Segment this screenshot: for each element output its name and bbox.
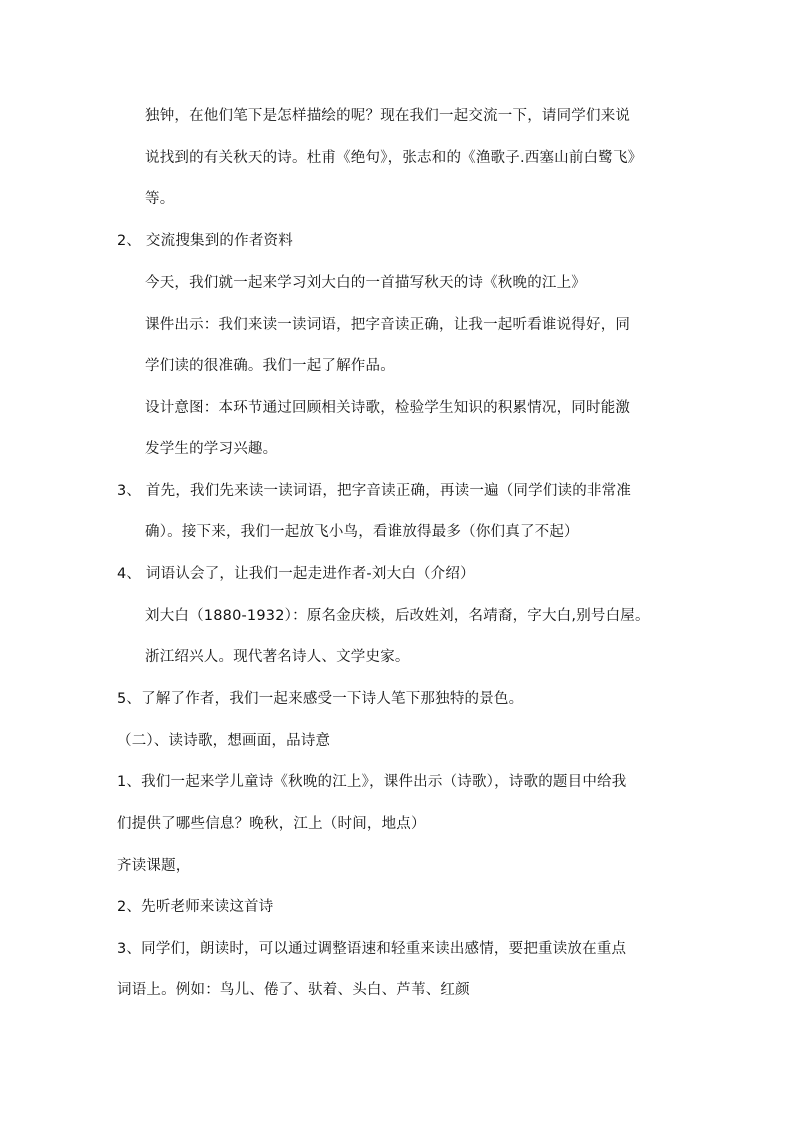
list-item-heading: 4、 词语认会了，让我们一起走进作者-刘大白（介绍） <box>117 566 475 582</box>
paragraph-line: 独钟，在他们笔下是怎样描绘的呢？现在我们一起交流一下，请同学们来说 <box>145 108 631 124</box>
list-item-heading: 2、 交流搜集到的作者资料 <box>117 233 293 249</box>
paragraph-line: 们提供了哪些信息？晚秋，江上（时间，地点） <box>117 816 426 832</box>
paragraph-line: 学们读的很准确。我们一起了解作品。 <box>145 358 395 374</box>
list-item-heading: 2、先听老师来读这首诗 <box>117 899 274 915</box>
paragraph-line: 发学生的学习兴趣。 <box>145 441 278 457</box>
list-item-heading: 3、同学们，朗读时，可以通过调整语速和轻重来读出感情，要把重读放在重点 <box>117 941 627 957</box>
paragraph-line: 课件出示：我们来读一读词语，把字音读正确，让我一起听看谁说得好，同 <box>145 317 631 333</box>
list-item-heading: 1、我们一起来学儿童诗《秋晚的江上》，课件出示（诗歌），诗歌的题目中给我 <box>117 774 627 790</box>
paragraph-line: 齐读课题， <box>117 858 191 874</box>
paragraph-line: 确）。接下来，我们一起放飞小鸟，看谁放得最多（你们真了不起） <box>145 524 579 540</box>
list-item-heading: 5、了解了作者，我们一起来感受一下诗人笔下那独特的景色。 <box>117 691 524 707</box>
paragraph-line: 浙江绍兴人。现代著名诗人、文学史家。 <box>145 649 410 665</box>
paragraph-line: 说找到的有关秋天的诗。杜甫《绝句》，张志和的《渔歌子.西塞山前白鹭飞》 <box>145 150 643 166</box>
paragraph-line: 词语上。例如：鸟儿、倦了、驮着、头白、芦苇、红颜 <box>117 982 470 998</box>
section-heading: （二）、读诗歌，想画面，品诗意 <box>117 733 331 749</box>
paragraph-line: 设计意图：本环节通过回顾相关诗歌，检验学生知识的积累情况，同时能激 <box>145 400 631 416</box>
paragraph-line: 等。 <box>145 191 175 207</box>
paragraph-line: 刘大白（1880-1932）：原名金庆棪，后改姓刘，名靖裔，字大白,别号白屋。 <box>145 608 650 624</box>
list-item-heading: 3、 首先，我们先来读一读词语，把字音读正确，再读一遍（同学们读的非常准 <box>117 483 632 499</box>
paragraph-line: 今天，我们就一起来学习刘大白的一首描写秋天的诗《秋晚的江上》 <box>145 275 586 291</box>
